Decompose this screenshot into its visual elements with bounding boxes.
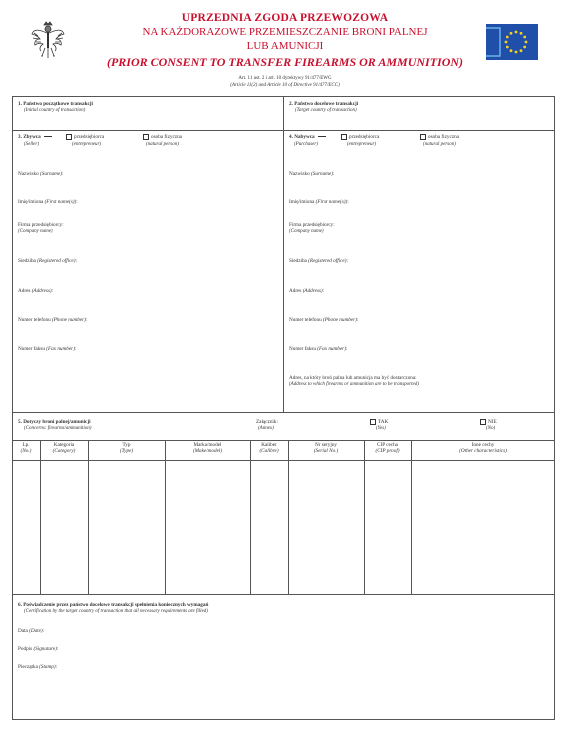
col-divider-2 xyxy=(88,440,89,594)
section6-title: 6. Poświadczenie przez państwo docelowe transakcji spełnienia koniecznych wymagań xyxy=(18,602,209,608)
divider-column xyxy=(283,96,284,412)
col-divider-4 xyxy=(250,440,251,594)
seller-address-field[interactable]: Adres (Address): xyxy=(18,288,54,294)
section4-title-en: (Purchaser) xyxy=(294,142,318,147)
col-divider-6 xyxy=(364,440,365,594)
section6-subtitle: (Certification by the target country of transaction that all necessary requirements are filled) xyxy=(24,609,208,614)
purchaser-first-name-field[interactable]: Imię/imiona (First name(s)): xyxy=(289,199,349,205)
col-header-category: Kategoria (Category) xyxy=(52,442,76,454)
checkbox-icon[interactable] xyxy=(66,134,72,140)
checkbox-icon[interactable] xyxy=(420,134,426,140)
date-field[interactable]: Data (Date): xyxy=(18,628,45,634)
purchaser-office-field[interactable]: Siedziba (Registered office): xyxy=(289,258,348,264)
directive-reference: Art. 11 ust. 2 i art. 10 dyrektywy 91/477/EWG xyxy=(238,76,332,81)
seller-office-field[interactable]: Siedziba (Registered office): xyxy=(18,258,77,264)
section3-title-en: (Seller) xyxy=(24,142,39,147)
col-header-type: Typ (Type) xyxy=(119,442,134,454)
seller-company-field[interactable]: Firma przedsiębiorcy: xyxy=(18,222,64,228)
section1-subtitle: (Initial country of transaction) xyxy=(24,108,86,113)
seller-option-natural-person[interactable]: osoba fizyczna xyxy=(143,134,182,140)
col-header-make-model: Marka/model (Make/model) xyxy=(192,442,223,454)
section2-subtitle: (Target country of transaction) xyxy=(295,108,357,113)
seller-fax-field[interactable]: Numer faksu (Fax number): xyxy=(18,346,77,352)
purchaser-option-entrepreneur[interactable]: przedsiębiorca xyxy=(341,134,379,140)
purchaser-fax-field[interactable]: Numer faksu (Fax number): xyxy=(289,346,348,352)
col-header-calibre: Kaliber (Calibre) xyxy=(259,442,279,454)
divider-sec5 xyxy=(12,412,555,413)
annex-no-en: (No) xyxy=(486,426,496,431)
purchaser-option-entrepreneur-en: (entrepreneur) xyxy=(347,142,377,147)
seller-company-en: (Company name) xyxy=(18,229,53,234)
purchaser-surname-field[interactable]: Nazwisko (Surname): xyxy=(289,171,335,177)
seller-first-name-field[interactable]: Imię/imiona (First name(s)): xyxy=(18,199,78,205)
seller-option-entrepreneur[interactable]: przedsiębiorca xyxy=(66,134,104,140)
col-header-cip-proof: CIP cecha (CIP proof) xyxy=(375,442,400,454)
col-divider-1 xyxy=(40,440,41,594)
title-english: (PRIOR CONSENT TO TRANSFER FIREARMS OR AMMUNITION) xyxy=(106,55,464,69)
divider-table-header xyxy=(12,460,555,461)
checkbox-icon[interactable] xyxy=(143,134,149,140)
seller-phone-field[interactable]: Numer telefonu (Phone number): xyxy=(18,317,88,323)
directive-reference-en: (Article 11(2) and Article 10 of Directive 91/477/ECC) xyxy=(230,83,340,88)
section5-title: 5. Dotyczy broni palnej/amunicji xyxy=(18,419,91,425)
purchaser-option-natural-person[interactable]: osoba fizyczna xyxy=(420,134,459,140)
col-header-serial-no: Nr seryjny (Serial No.) xyxy=(313,442,339,454)
purchaser-phone-field[interactable]: Numer telefonu (Phone number): xyxy=(289,317,359,323)
seller-option-entrepreneur-en: (entrepreneur) xyxy=(72,142,102,147)
col-divider-5 xyxy=(288,440,289,594)
delivery-address-en: (Address to which firearms or ammunition are to be transported) xyxy=(289,382,419,387)
purchaser-option-natural-person-en: (natural person) xyxy=(423,142,456,147)
delivery-address-field[interactable]: Adres, na który broń palna lub amunicja ma być dostarczona: xyxy=(289,375,417,381)
purchaser-address-field[interactable]: Adres (Address): xyxy=(289,288,325,294)
annex-label: Załącznik: xyxy=(256,419,278,425)
col-header-no: Lp. (No.) xyxy=(20,442,32,454)
annex-no-option[interactable]: NIE xyxy=(480,419,497,425)
checkbox-icon[interactable] xyxy=(480,419,486,425)
section1-title: 1. Państwo początkowe transakcji xyxy=(18,101,93,107)
section2-title: 2. Państwo docelowe transakcji xyxy=(289,101,359,107)
divider-sec6 xyxy=(12,594,555,595)
annex-yes-option[interactable]: TAK xyxy=(370,419,388,425)
col-divider-7 xyxy=(411,440,412,594)
purchaser-company-en: (Company name) xyxy=(289,229,324,234)
title-line-2: NA KAŻDORAZOWE PRZEMIESZCZANIE BRONI PALNEJ xyxy=(142,26,428,38)
section3-title: 3. Zbywca xyxy=(18,134,55,140)
section5-subtitle: (Concerns: firearms/ammunition) xyxy=(24,426,92,431)
section4-title: 4. Nabywca xyxy=(289,134,329,140)
title-line-3: LUB AMUNICJI xyxy=(246,40,324,52)
purchaser-company-field[interactable]: Firma przedsiębiorcy: xyxy=(289,222,335,228)
polish-eagle-emblem xyxy=(30,20,66,60)
stamp-field[interactable]: Pieczątka (Stamp): xyxy=(18,664,58,670)
checkbox-icon[interactable] xyxy=(341,134,347,140)
checkbox-icon[interactable] xyxy=(370,419,376,425)
col-header-other: Inne cechy (Other characteristics) xyxy=(459,442,507,454)
title-line-1: UPRZEDNIA ZGODA PRZEWOZOWA xyxy=(181,12,389,24)
col-divider-3 xyxy=(165,440,166,594)
divider-table-top xyxy=(12,440,555,441)
seller-surname-field[interactable]: Nazwisko (Surname): xyxy=(18,171,64,177)
annex-yes-en: (Yes) xyxy=(376,426,386,431)
annex-label-en: (Annex) xyxy=(258,426,274,431)
signature-field[interactable]: Podpis (Signature): xyxy=(18,646,59,652)
seller-option-natural-person-en: (natural person) xyxy=(146,142,179,147)
